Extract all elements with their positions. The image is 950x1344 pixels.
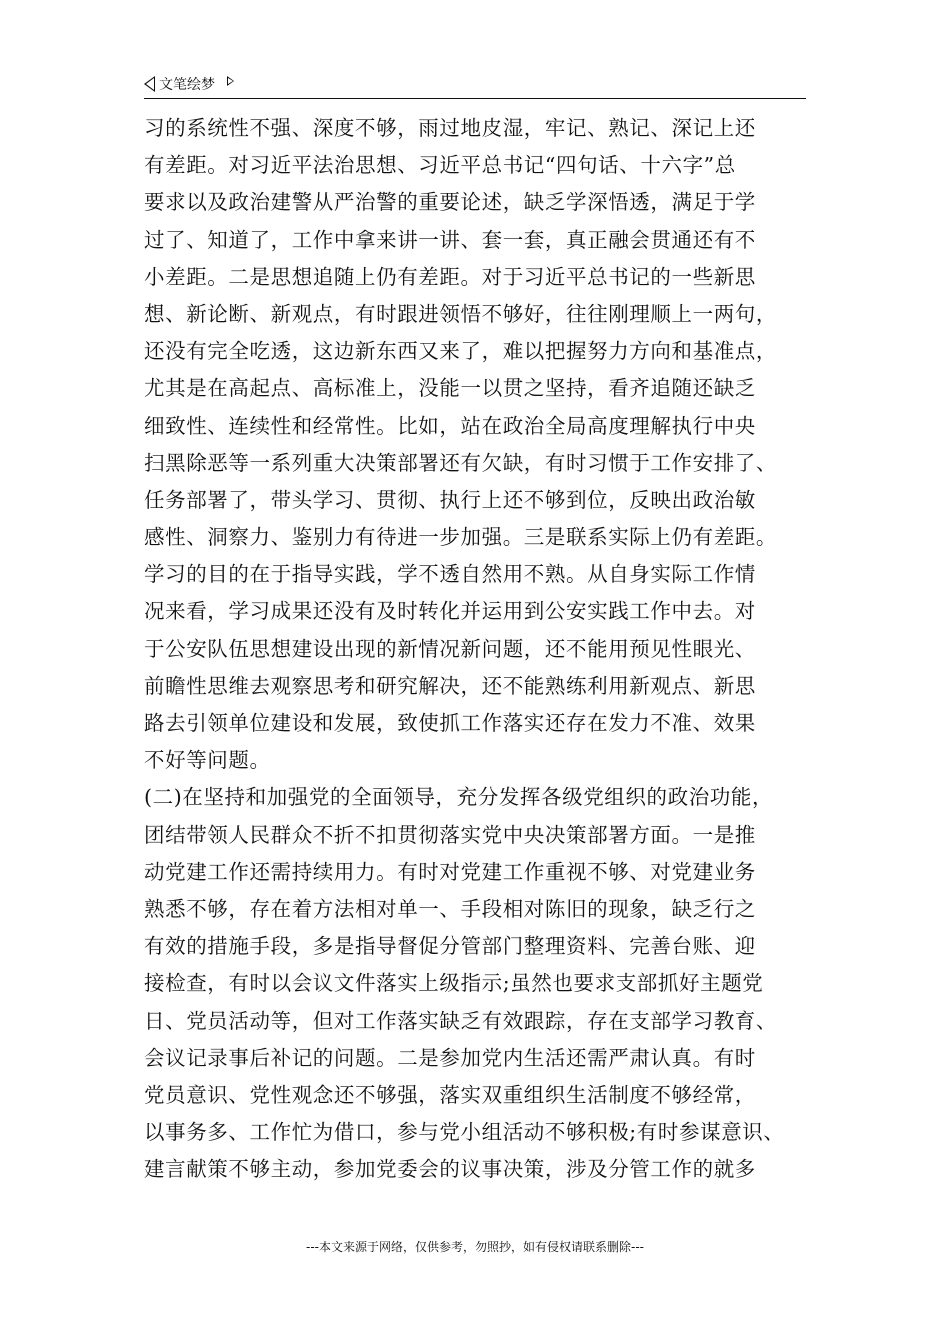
text-line: 团结带领人民群众不折不扣贯彻落实党中央决策部署方面。一是推: [144, 822, 756, 847]
text-line: 还没有完全吃透，这边新东西又来了，难以把握努力方向和基准点，: [144, 339, 777, 364]
text-line: 建言献策不够主动，参加党委会的议事决策，涉及分管工作的就多: [144, 1157, 756, 1182]
text-line: 任务部署了，带头学习、贯彻、执行上还不够到位，反映出政治敏: [144, 487, 756, 512]
text-line: 于公安队伍思想建设出现的新情况新问题，还不能用预见性眼光、: [144, 636, 756, 661]
footer-notice: ---本文来源于网络，仅供参考，勿照抄，如有侵权请联系删除---: [306, 1240, 644, 1254]
text-line: 有差距。对习近平法治思想、习近平总书记“四句话、十六字”总: [144, 153, 736, 178]
triangle-right-icon: [227, 76, 234, 86]
document-body: [144, 110, 808, 1188]
text-line: 日、党员活动等，但对工作落实缺乏有效跟踪，存在支部学习教育、: [144, 1008, 777, 1033]
text-line: 想、新论断、新观点，有时跟进领悟不够好，往往刚理顺上一两句，: [144, 301, 777, 326]
brand-text: 文笔绘梦: [159, 77, 215, 93]
text-line: 以事务多、工作忙为借口，参与党小组活动不够积极;有时参谋意识、: [144, 1120, 785, 1145]
text-line: 扫黑除恶等一系列重大决策部署还有欠缺，有时习惯于工作安排了、: [144, 450, 777, 475]
text-line: 会议记录事后补记的问题。二是参加党内生活还需严肃认真。有时: [144, 1045, 756, 1070]
page-header: [144, 72, 806, 99]
triangle-left-icon: [144, 76, 155, 92]
text-line: 况来看，学习成果还没有及时转化并运用到公安实践工作中去。对: [144, 599, 756, 624]
text-line: (二)在坚持和加强党的全面领导，充分发挥各级党组织的政治功能，: [144, 785, 774, 810]
text-line: 有效的措施手段，多是指导督促分管部门整理资料、完善台账、迎: [144, 934, 756, 959]
text-line: 动党建工作还需持续用力。有时对党建工作重视不够、对党建业务: [144, 859, 756, 884]
text-line: 党员意识、党性观念还不够强，落实双重组织生活制度不够经常，: [144, 1082, 756, 1107]
text-line: 接检查，有时以会议文件落实上级指示;虽然也要求支部抓好主题党: [144, 971, 764, 996]
text-line: 路去引领单位建设和发展，致使抓工作落实还存在发力不准、效果: [144, 711, 756, 735]
text-line: 熟悉不够，存在着方法相对单一、手段相对陈旧的现象，缺乏行之: [144, 896, 756, 921]
text-line: 学习的目的在于指导实践，学不透自然用不熟。从自身实际工作情: [144, 562, 756, 587]
text-line: 习的系统性不强、深度不够，雨过地皮湿，牢记、熟记、深记上还: [144, 116, 756, 140]
text-line: 过了、知道了，工作中拿来讲一讲、套一套，真正融会贯通还有不: [144, 227, 756, 252]
text-line: 要求以及政治建警从严治警的重要论述，缺乏学深悟透，满足于学: [144, 190, 756, 215]
text-line: 小差距。二是思想追随上仍有差距。对于习近平总书记的一些新思: [144, 264, 756, 289]
text-line: 细致性、连续性和经常性。比如，站在政治全局高度理解执行中央: [144, 413, 756, 438]
text-line: 尤其是在高起点、高标准上，没能一以贯之坚持，看齐追随还缺乏: [144, 376, 756, 401]
text-line: 不好等问题。: [144, 748, 271, 773]
text-line: 感性、洞察力、鉴别力有待进一步加强。三是联系实际上仍有差距。: [144, 525, 777, 550]
brand: [144, 74, 234, 94]
text-line: 前瞻性思维去观察思考和研究解决，还不能熟练利用新观点、新思: [144, 673, 756, 698]
